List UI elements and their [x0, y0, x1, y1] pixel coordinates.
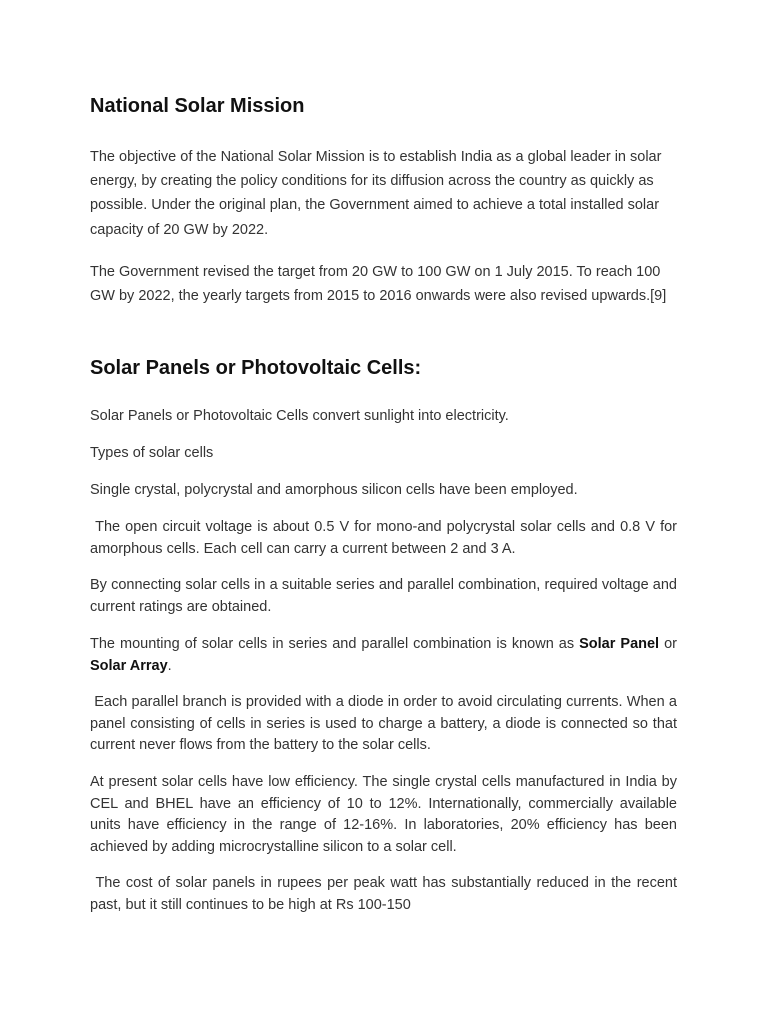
- paragraph-cell-materials: Single crystal, polycrystal and amorphous silicon cells have been employed.: [90, 482, 578, 498]
- mounting-text-middle: or: [659, 636, 677, 652]
- paragraph-cost: The cost of solar panels in rupees per peak watt has substantially reduced in the recent past, but it still continues to be high at Rs 100-150: [90, 875, 682, 913]
- paragraph-convert-sunlight: Solar Panels or Photovoltaic Cells convert sunlight into electricity.: [90, 408, 509, 424]
- section-heading-national-solar-mission: National Solar Mission: [90, 95, 305, 117]
- mounting-text-after: .: [167, 657, 172, 674]
- paragraph-series-parallel: By connecting solar cells in a suitable series and parallel combination, required voltage and current ratings are obtained.: [90, 577, 677, 615]
- paragraph-mounting: [90, 634, 677, 677]
- paragraph-mission-objective: The objective of the National Solar Mission is to establish India as a global leader in solar energy, by creating the policy conditions for its diffusion across the country as quickly as possible. Under the original plan, the Government aimed to achieve a total installed solar capacity of 20 GW by 2022.: [90, 149, 662, 238]
- paragraph-types-of-cells: Types of solar cells: [90, 445, 214, 461]
- paragraph-open-circuit-voltage: The open circuit voltage is about 0.5 V for mono-and polycrystal solar cells and 0.8 V for amorphous cells. Each cell can carry a current between 2 and 3 A.: [90, 519, 682, 557]
- paragraph-efficiency: At present solar cells have low efficiency. The single crystal cells manufactured in India by CEL and BHEL have an efficiency of 10 to 12%. Internationally, commercially available units have efficiency in the range of 12-16%. In laboratories, 20% efficiency has been achieved by adding microcrystalline silicon to a solar cell.: [90, 774, 677, 855]
- paragraph-diode: Each parallel branch is provided with a diode in order to avoid circulating currents. When a panel consisting of cells in series is used to charge a battery, a diode is connected so that current never flows from the battery to the solar cells.: [90, 694, 682, 753]
- section-heading-solar-panels: Solar Panels or Photovoltaic Cells:: [90, 357, 422, 379]
- term-solar-panel: Solar Panel: [579, 636, 660, 652]
- mounting-text-before: The mounting of solar cells in series and parallel combination is known as: [90, 636, 580, 652]
- paragraph-revised-target: The Government revised the target from 20 GW to 100 GW on 1 July 2015. To reach 100 GW by 2022, the yearly targets from 2015 to 2016 onwards were also revised upwards.[9]: [90, 264, 667, 305]
- term-solar-array: Solar Array: [90, 657, 168, 674]
